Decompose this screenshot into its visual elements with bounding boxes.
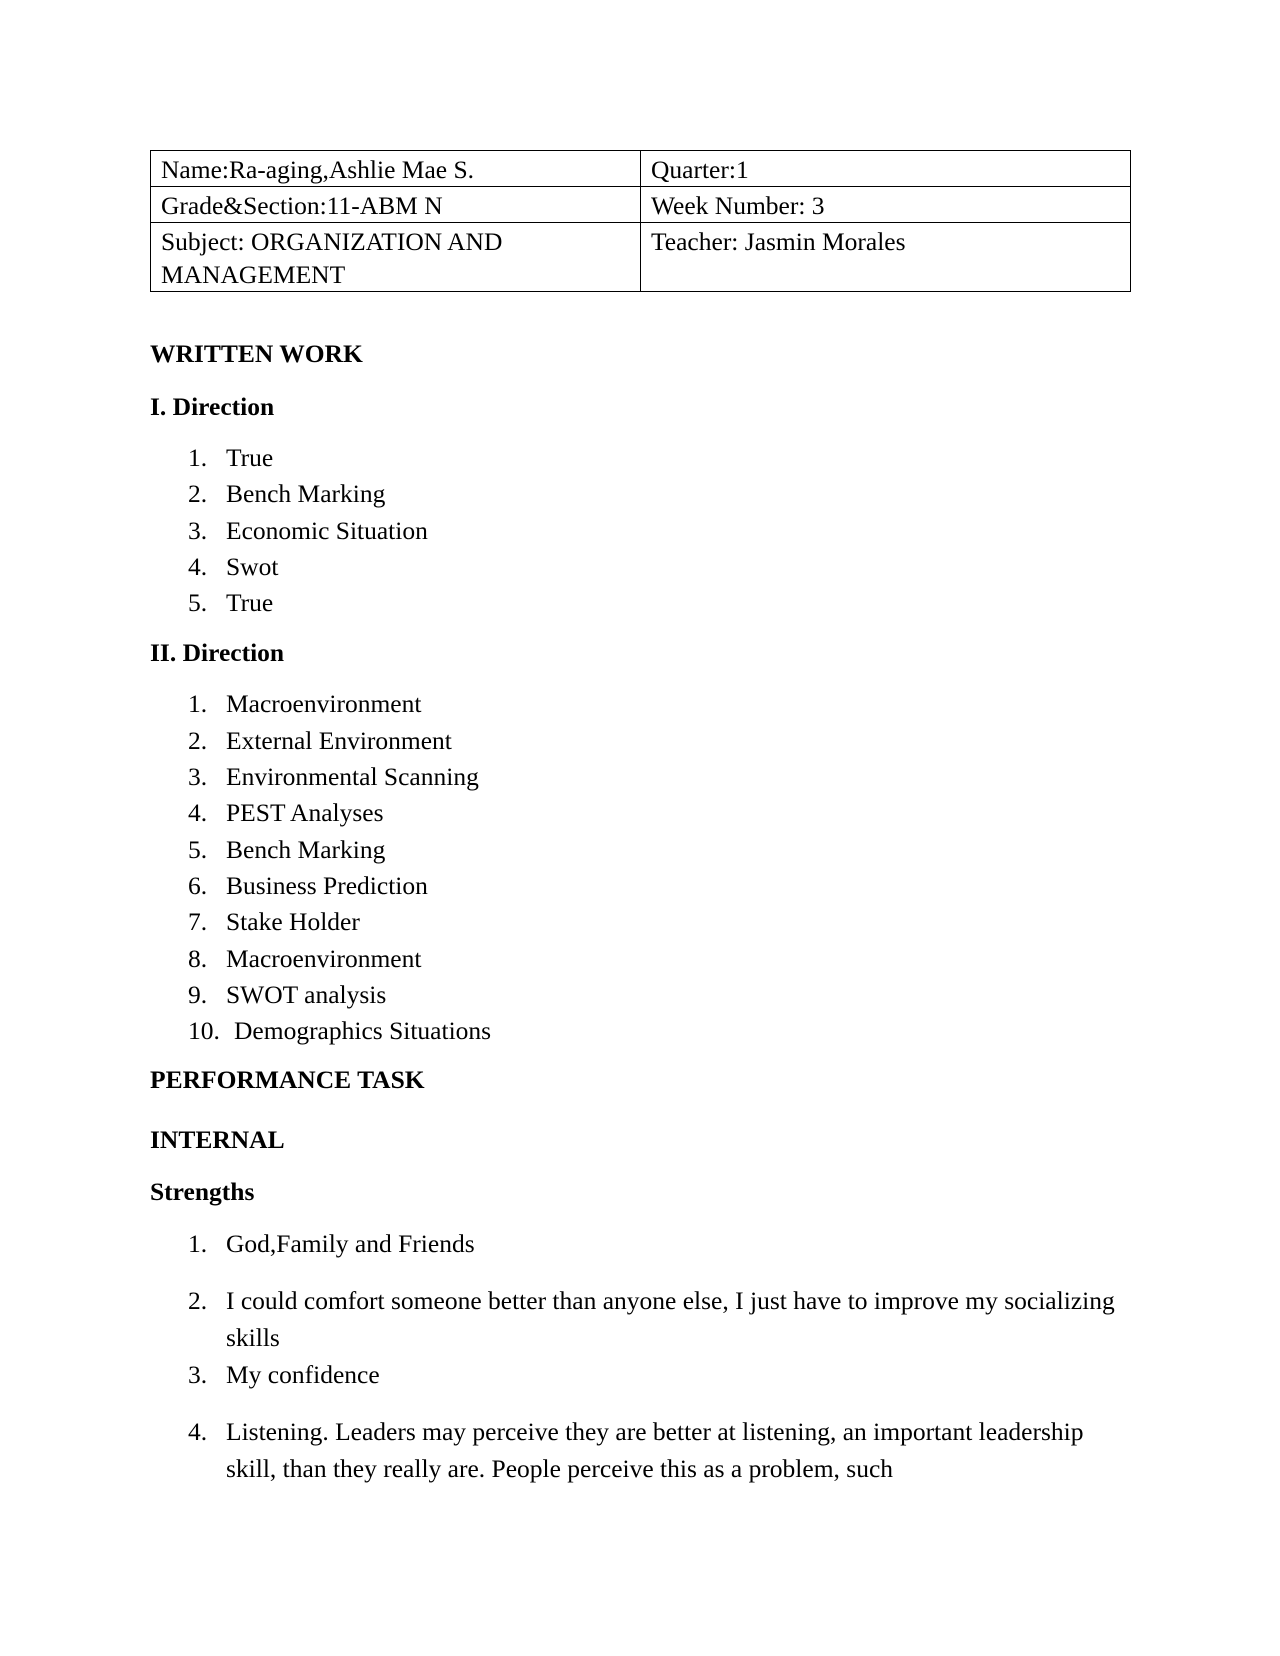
item-number: 2. bbox=[188, 1286, 208, 1316]
item-number: 5. bbox=[188, 834, 208, 864]
list-item bbox=[150, 1356, 1130, 1393]
item-number: 8. bbox=[188, 943, 208, 973]
item-text: Environmental Scanning bbox=[226, 762, 479, 792]
item-number: 2. bbox=[188, 725, 208, 755]
item-number: 4. bbox=[188, 798, 208, 828]
item-text: Swot bbox=[226, 551, 279, 581]
subject-line1: Subject: ORGANIZATION AND bbox=[161, 227, 503, 256]
item-text: Bench Marking bbox=[226, 834, 386, 864]
list-item bbox=[150, 832, 1130, 868]
item-text: True bbox=[226, 443, 274, 472]
item-text: Economic Situation bbox=[226, 515, 428, 545]
direction2-heading: II. Direction bbox=[150, 638, 285, 668]
item-text: My confidence bbox=[226, 1360, 380, 1390]
document-page bbox=[150, 150, 1130, 1487]
item-number: 4. bbox=[188, 1417, 208, 1447]
subject-line2: MANAGEMENT bbox=[161, 260, 346, 289]
direction1-heading: I. Direction bbox=[150, 392, 275, 421]
grade-section: Grade&Section:11-ABM N bbox=[151, 187, 641, 223]
week-number: Week Number: 3 bbox=[641, 187, 1131, 223]
list-item bbox=[150, 513, 1130, 549]
item-text: I could comfort someone better than anyone else, I just have to improve my socializing skills bbox=[226, 1286, 1115, 1353]
student-info-table bbox=[150, 150, 1131, 292]
item-number: 1. bbox=[188, 443, 208, 472]
item-number: 1. bbox=[188, 689, 208, 719]
item-text: Stake Holder bbox=[226, 907, 360, 937]
item-text: SWOT analysis bbox=[226, 979, 387, 1009]
item-number: 10. bbox=[188, 1016, 220, 1046]
written-work-heading: WRITTEN WORK bbox=[150, 339, 363, 368]
item-text: External Environment bbox=[226, 725, 452, 755]
item-number: 6. bbox=[188, 870, 208, 900]
list-item bbox=[150, 1413, 1130, 1487]
list-item bbox=[150, 476, 1130, 512]
info-row bbox=[151, 151, 1131, 187]
item-text: Demographics Situations bbox=[234, 1016, 492, 1046]
item-text: Business Prediction bbox=[226, 870, 428, 900]
list-item bbox=[150, 1013, 1130, 1049]
list-item bbox=[150, 686, 1130, 722]
item-number: 2. bbox=[188, 479, 208, 509]
list-item bbox=[150, 1282, 1130, 1356]
subject bbox=[151, 223, 641, 292]
item-text: PEST Analyses bbox=[226, 798, 384, 828]
item-number: 7. bbox=[188, 907, 208, 937]
item-text: Listening. Leaders may perceive they are better at listening, an important leadership skill, than they really are. People perceive this as a problem, such bbox=[226, 1417, 1084, 1484]
list-item bbox=[150, 440, 1130, 476]
internal-heading: INTERNAL bbox=[150, 1125, 285, 1155]
list-item bbox=[150, 1225, 1130, 1262]
list-item bbox=[150, 585, 1130, 621]
list-item bbox=[150, 941, 1130, 977]
list-item bbox=[150, 549, 1130, 585]
item-text: Bench Marking bbox=[226, 479, 386, 509]
item-text: Macroenvironment bbox=[226, 689, 422, 719]
item-number: 3. bbox=[188, 515, 208, 545]
teacher: Teacher: Jasmin Morales bbox=[641, 223, 1131, 292]
item-number: 3. bbox=[188, 762, 208, 792]
item-text: God,Family and Friends bbox=[226, 1229, 475, 1259]
item-number: 1. bbox=[188, 1229, 208, 1259]
direction2-answers bbox=[150, 686, 1130, 1049]
list-item bbox=[150, 977, 1130, 1013]
item-number: 4. bbox=[188, 551, 208, 581]
item-number: 5. bbox=[188, 588, 208, 618]
item-text: True bbox=[226, 588, 274, 618]
list-item bbox=[150, 759, 1130, 795]
strengths-list bbox=[150, 1225, 1130, 1487]
student-name: Name:Ra-aging,Ashlie Mae S. bbox=[151, 151, 641, 187]
info-row bbox=[151, 187, 1131, 223]
direction1-answers bbox=[150, 440, 1130, 621]
item-number: 3. bbox=[188, 1360, 208, 1390]
list-item bbox=[150, 904, 1130, 940]
quarter: Quarter:1 bbox=[641, 151, 1131, 187]
list-item bbox=[150, 723, 1130, 759]
item-text: Macroenvironment bbox=[226, 943, 422, 973]
item-number: 9. bbox=[188, 979, 208, 1009]
list-item bbox=[150, 795, 1130, 831]
strengths-heading: Strengths bbox=[150, 1177, 255, 1207]
list-item bbox=[150, 868, 1130, 904]
info-row bbox=[151, 223, 1131, 292]
performance-task-heading: PERFORMANCE TASK bbox=[150, 1065, 425, 1095]
